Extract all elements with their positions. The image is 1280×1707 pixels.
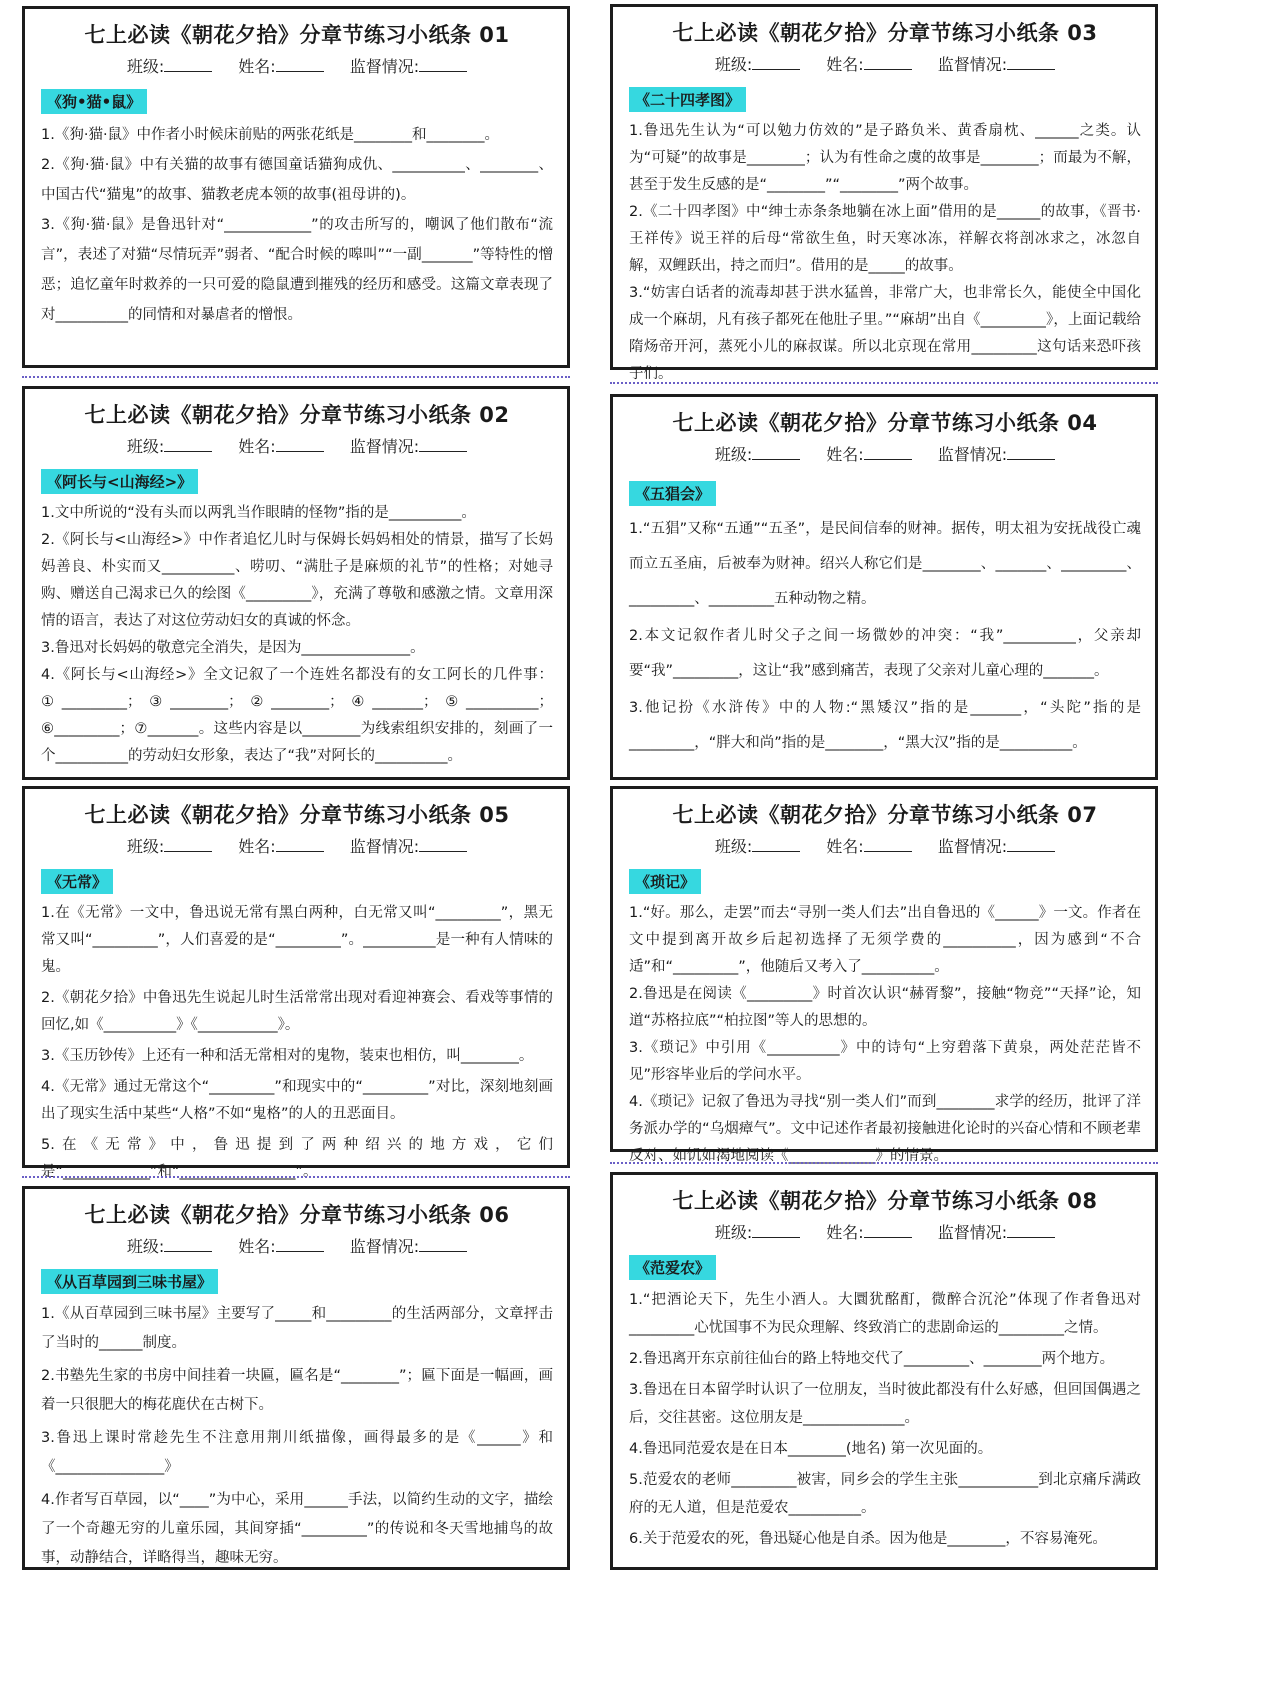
question: 1.《狗·猫·鼠》中作者小时候床前贴的两张花纸是________和________。 [41, 127, 500, 143]
name-field: 姓名: [826, 442, 911, 465]
card-06 [22, 1186, 570, 1570]
question: 1.“把酒论天下，先生小酒人。大圜犹酩酊，微醉合沉沦”体现了作者鲁迅对_________心忧国事不为民众理解、终致消亡的悲剧命运的_________之情。 [629, 1292, 1141, 1336]
question: 3.鲁迅对长妈妈的敬意完全消失，是因为_______________。 [41, 640, 425, 656]
supervision-field: 监督情况: [938, 1220, 1055, 1243]
name-field: 姓名: [826, 1220, 911, 1243]
card-title: 七上必读《朝花夕拾》分章节练习小纸条 03 [672, 21, 1098, 45]
card-title: 七上必读《朝花夕拾》分章节练习小纸条 06 [84, 1203, 510, 1227]
supervision-field: 监督情况: [350, 54, 467, 77]
question: 3.他记扮《水浒传》中的人物:“黑矮汉”指的是_______，“头陀”指的是_________，“胖大和尚”指的是________，“黑大汉”指的是__________。 [629, 700, 1141, 751]
card-03 [610, 4, 1158, 382]
question: 4.作者写百草园，以“____”为中心，采用______手法，以简约生动的文字，描绘了一个奇趣无穷的儿童乐园，其间穿插“_________”的传说和冬天雪地捕鸟的故事，动静结合，详略得当，趣味无穷。 [41, 1492, 553, 1566]
question: 2.书塾先生家的书房中间挂着一块匾，匾名是“________”；匾下面是一幅画，画着一只很肥大的梅花鹿伏在古树下。 [41, 1368, 553, 1413]
question: 4.鲁迅同范爱农是在日本________(地名) 第一次见面的。 [629, 1441, 993, 1457]
question: 4.《无常》通过无常这个“_________”和现实中的“_________”对比，深刻地刻画出了现实生活中某些“人格”不如“鬼格”的人的丑恶面目。 [41, 1079, 553, 1122]
cut-line [22, 376, 570, 378]
meta-row [629, 1220, 1141, 1243]
name-field: 姓名: [238, 1234, 323, 1257]
card-08 [610, 1172, 1158, 1570]
name-field: 姓名: [826, 834, 911, 857]
meta-row [629, 442, 1141, 465]
class-field: 班级: [715, 1220, 800, 1243]
meta-row [41, 54, 553, 77]
class-field: 班级: [715, 834, 800, 857]
cut-line [610, 1162, 1158, 1164]
name-field: 姓名: [238, 54, 323, 77]
question: 3.《狗·猫·鼠》是鲁迅针对“____________”的攻击所写的，嘲讽了他们散布“流言”，表述了对猫“尽情玩弄”弱者、“配合时候的嗥叫”“一副_______”等特性的憎恶；追忆童年时救养的一只可爱的隐鼠遭到摧残的经历和感受。这篇文章表现了对__________的同情和对暴虐者的憎恨。 [41, 217, 553, 323]
question: 1.“好。那么，走罢”而去“寻别一类人们去”出自鲁迅的《______》一文。作者在文中提到离开故乡后起初选择了无须学费的__________，因为感到“不合适”和“_________”，他随后又考入了__________。 [629, 905, 1141, 975]
question: 4.《阿长与<山海经>》全文记叙了一个连姓名都没有的女工阿长的几件事：①_________；③________；②________；④_______；⑤__________；⑥_________；⑦_______。这些内容是以________为线索组织安排的，刻画了一个__________的劳动妇女形象，表达了“我”对阿长的__________。 [41, 667, 553, 764]
name-field: 姓名: [238, 434, 323, 457]
chapter-tag: 《阿长与<山海经>》 [41, 469, 198, 494]
chapter-tag: 《无常》 [41, 869, 113, 894]
class-field: 班级: [715, 442, 800, 465]
question: 2.《阿长与<山海经>》中作者追忆儿时与保姆长妈妈相处的情景，描写了长妈妈善良、朴实而又__________、唠叨、“满肚子是麻烦的礼节”的性格；对她寻购、赠送自己渴求已久的绘图《_________》，充满了尊敬和感激之情。文章用深情的语言，表达了对这位劳动妇女的真诚的怀念。 [41, 532, 553, 629]
card-02 [22, 386, 570, 780]
class-field: 班级: [127, 434, 212, 457]
question: 3.“妨害白话者的流毒却甚于洪水猛兽，非常广大，也非常长久，能使全中国化成一个麻胡，凡有孩子都死在他肚子里。”“麻胡”出自《_________》，上面记载给隋炀帝开河，蒸死小儿的麻叔谋。所以北京现在常用_________这句话来恐吓孩子们。 [629, 285, 1141, 382]
question: 1.在《无常》一文中，鲁迅说无常有黑白两种，白无常又叫“_________”，黑无常又叫“_________”，人们喜爱的是“_________”。__________是一种有人情味的鬼。 [41, 905, 553, 975]
name-field: 姓名: [826, 52, 911, 75]
supervision-field: 监督情况: [938, 52, 1055, 75]
card-01 [22, 6, 570, 368]
card-04 [610, 394, 1158, 780]
question: 6.关于范爱农的死，鲁迅疑心他是自杀。因为他是________，不容易淹死。 [629, 1531, 1107, 1547]
class-field: 班级: [127, 834, 212, 857]
supervision-field: 监督情况: [350, 834, 467, 857]
supervision-field: 监督情况: [938, 442, 1055, 465]
question: 1.《从百草园到三味书屋》主要写了_____和_________的生活两部分，文章抨击了当时的______制度。 [41, 1306, 553, 1351]
meta-row [41, 1234, 553, 1257]
card-title: 七上必读《朝花夕拾》分章节练习小纸条 05 [84, 803, 510, 827]
card-title: 七上必读《朝花夕拾》分章节练习小纸条 07 [672, 803, 1098, 827]
question: 2.本文记叙作者儿时父子之间一场微妙的冲突：“我”__________，父亲却要“我”_________，这让“我”感到痛苦，表现了父亲对儿童心理的_______。 [629, 628, 1141, 679]
card-title: 七上必读《朝花夕拾》分章节练习小纸条 04 [672, 411, 1098, 435]
class-field: 班级: [127, 1234, 212, 1257]
supervision-field: 监督情况: [938, 834, 1055, 857]
meta-row [629, 834, 1141, 857]
chapter-tag: 《从百草园到三味书屋》 [41, 1269, 218, 1294]
meta-row [41, 834, 553, 857]
question: 2.《二十四孝图》中“绅士赤条条地躺在冰上面”借用的是______的故事，《晋书·王祥传》说王祥的后母“常欲生鱼，时天寒冰冻，祥解衣将剖冰求之，冰忽自解，双鲤跃出，持之而归”。借用的是_____的故事。 [629, 204, 1141, 274]
meta-row [41, 434, 553, 457]
question: 1.鲁迅先生认为“可以勉力仿效的”是子路负米、黄香扇枕、______之类。认为“可疑”的故事是________；认为有性命之虞的故事是________；而最为不解，甚至于发生反感的是“________”“________”两个故事。 [629, 123, 1141, 193]
question: 4.《琐记》记叙了鲁迅为寻找“别一类人们”而到________求学的经历，批评了洋务派办学的“乌烟瘴气”。文中记述作者最初接触进化论时的兴奋心情和不顾老辈反对、如饥如渴地阅读《____________》的情景。 [629, 1094, 1141, 1164]
question: 3.鲁迅在日本留学时认识了一位朋友，当时彼此都没有什么好感，但回国偶遇之后，交往甚密。这位朋友是______________。 [629, 1382, 1141, 1426]
question: 3.《琐记》中引用《__________》中的诗句“上穷碧落下黄泉，两处茫茫皆不见”形容毕业后的学问水平。 [629, 1040, 1141, 1083]
class-field: 班级: [715, 52, 800, 75]
card-05 [22, 786, 570, 1180]
cut-line [22, 1176, 570, 1178]
card-title: 七上必读《朝花夕拾》分章节练习小纸条 02 [84, 403, 510, 427]
chapter-tag: 《五猖会》 [629, 481, 716, 506]
question: 5.范爱农的老师_________被害，同乡会的学生主张___________到北京痛斥满政府的无人道，但是范爱农__________。 [629, 1472, 1141, 1516]
question: 2.鲁迅是在阅读《_________》时首次认识“赫胥黎”，接触“物竞”“天择”论，知道“苏格拉底”“柏拉图”等人的思想的。 [629, 986, 1141, 1029]
card-07 [610, 786, 1158, 1164]
question: 5.在《无常》中，鲁迅提到了两种绍兴的地方戏，它们是“____________”和“________________”。 [41, 1137, 553, 1180]
cut-line [610, 382, 1158, 384]
supervision-field: 监督情况: [350, 434, 467, 457]
chapter-tag: 《范爱农》 [629, 1255, 716, 1280]
chapter-tag: 《琐记》 [629, 869, 701, 894]
meta-row [629, 52, 1141, 75]
chapter-tag: 《二十四孝图》 [629, 87, 746, 112]
question: 2.《狗·猫·鼠》中有关猫的故事有德国童话猫狗成仇、__________、________、中国古代“猫鬼”的故事、猫教老虎本领的故事(祖母讲的)。 [41, 157, 553, 203]
card-title: 七上必读《朝花夕拾》分章节练习小纸条 08 [672, 1189, 1098, 1213]
question: 2.《朝花夕拾》中鲁迅先生说起儿时生活常常出现对看迎神赛会、看戏等事情的回忆,如《__________》《___________》。 [41, 990, 553, 1033]
supervision-field: 监督情况: [350, 1234, 467, 1257]
question: 3.鲁迅上课时常趁先生不注意用荆川纸描像，画得最多的是《______》和《_______________》 [41, 1430, 553, 1475]
card-title: 七上必读《朝花夕拾》分章节练习小纸条 01 [84, 23, 510, 47]
question: 3.《玉历钞传》上还有一种和活无常相对的鬼物，装束也相仿，叫________。 [41, 1048, 534, 1064]
name-field: 姓名: [238, 834, 323, 857]
question: 1.文中所说的“没有头而以两乳当作眼睛的怪物”指的是__________。 [41, 505, 476, 521]
question: 2.鲁迅离开东京前往仙台的路上特地交代了_________、________两个地方。 [629, 1351, 1115, 1367]
class-field: 班级: [127, 54, 212, 77]
chapter-tag: 《狗•猫•鼠》 [41, 89, 147, 114]
question: 1.“五猖”又称“五通”“五圣”，是民间信奉的财神。据传，明太祖为安抚战役亡魂而立五圣庙，后被奉为财神。绍兴人称它们是________、_______、_________、_________、_________五种动物之精。 [629, 521, 1141, 607]
